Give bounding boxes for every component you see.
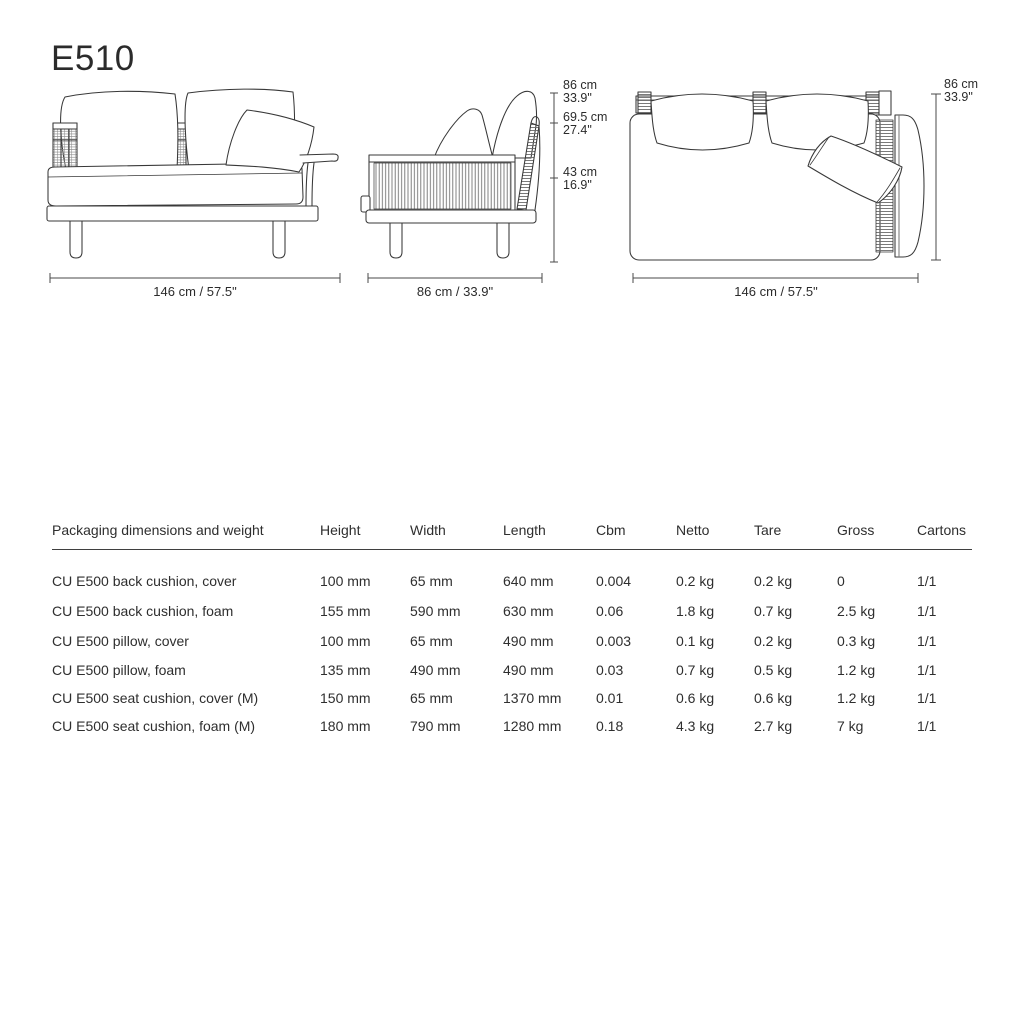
- side-leg-back: [497, 223, 509, 258]
- table-cell: 0.6 kg: [676, 690, 715, 706]
- side-view-drawing: [361, 91, 540, 258]
- seat-cushion: [48, 163, 303, 206]
- table-cell: 1/1: [917, 690, 937, 706]
- table-cell: CU E500 back cushion, cover: [52, 573, 237, 589]
- side-height-dimension: [550, 78, 607, 262]
- column-header: Tare: [754, 522, 782, 538]
- table-cell: 0.3 kg: [837, 633, 876, 649]
- table-cell: 0.1 kg: [676, 633, 715, 649]
- top-view-drawing: [630, 91, 924, 260]
- side-seat-height-in: 16.9": [563, 178, 592, 192]
- table-cell: 0.004: [596, 573, 632, 589]
- table-cell: 0.5 kg: [754, 662, 793, 678]
- table-cell: 0.7 kg: [676, 662, 715, 678]
- table-row: [52, 596, 972, 626]
- table-cell: 1.2 kg: [837, 690, 876, 706]
- top-back-cushion-left: [651, 94, 753, 150]
- top-back-cushion-right: [766, 94, 868, 150]
- top-depth-cm: 86 cm: [944, 78, 979, 91]
- table-cell: CU E500 pillow, foam: [52, 662, 186, 678]
- back-cushion-left: [61, 91, 178, 170]
- side-depth-label: 86 cm / 33.9": [416, 284, 494, 299]
- table-cell: CU E500 back cushion, foam: [52, 603, 234, 619]
- table-cell: 490 mm: [503, 633, 554, 649]
- top-width-label: 146 cm / 57.5": [734, 284, 818, 299]
- table-cell: 155 mm: [320, 603, 371, 619]
- side-back-height-cm: 69.5 cm: [563, 110, 608, 124]
- column-header: Width: [410, 522, 446, 538]
- column-header: Length: [503, 522, 546, 538]
- column-header: Gross: [837, 522, 875, 538]
- table-cell: 180 mm: [320, 718, 371, 734]
- page-title: E510: [51, 39, 135, 78]
- table-cell: 790 mm: [410, 718, 461, 734]
- table-row: [52, 684, 972, 712]
- table-cell: 135 mm: [320, 662, 371, 678]
- table-cell: 630 mm: [503, 603, 554, 619]
- table-cell: 0.6 kg: [754, 690, 793, 706]
- table-cell: 65 mm: [410, 573, 453, 589]
- table-cell: 1.8 kg: [676, 603, 715, 619]
- top-depth-in: 33.9": [944, 90, 973, 104]
- table-cell: 0.2 kg: [754, 633, 793, 649]
- column-header: Netto: [676, 522, 710, 538]
- table-cell: 0.06: [596, 603, 624, 619]
- table-cell: 1370 mm: [503, 690, 562, 706]
- column-header: Packaging dimensions and weight: [52, 522, 264, 538]
- table-cell: CU E500 seat cushion, foam (M): [52, 718, 256, 734]
- table-cell: 1/1: [917, 662, 937, 678]
- table-row: [52, 712, 972, 740]
- table-cell: 65 mm: [410, 690, 453, 706]
- table-body: [52, 550, 972, 740]
- top-armrest-panel: [895, 115, 924, 257]
- table-cell: 0: [837, 573, 845, 589]
- table-row: [52, 656, 972, 684]
- table-cell: CU E500 pillow, cover: [52, 633, 189, 649]
- table-cell: 65 mm: [410, 633, 453, 649]
- side-depth-dimension: [368, 273, 542, 299]
- table-cell: 1/1: [917, 633, 937, 649]
- table-cell: 590 mm: [410, 603, 461, 619]
- technical-drawings: [36, 78, 1014, 302]
- table-cell: 7 kg: [837, 718, 864, 734]
- table-cell: 0.003: [596, 633, 632, 649]
- table-cell: 0.7 kg: [754, 603, 793, 619]
- front-leg-right: [273, 221, 285, 258]
- table-cell: 490 mm: [410, 662, 461, 678]
- table-cell: 100 mm: [320, 633, 371, 649]
- front-width-dimension: [50, 273, 340, 299]
- packaging-table: [52, 522, 972, 740]
- front-leg-left: [70, 221, 82, 258]
- side-total-height-in: 33.9": [563, 91, 592, 105]
- table-cell: 0.2 kg: [754, 573, 793, 589]
- side-front-cushion: [434, 109, 493, 158]
- side-back-height-in: 27.4": [563, 123, 592, 137]
- table-cell: 2.7 kg: [754, 718, 793, 734]
- table-cell: 1280 mm: [503, 718, 562, 734]
- table-cell: 100 mm: [320, 573, 371, 589]
- side-seat-height-cm: 43 cm: [563, 165, 598, 179]
- side-total-height-cm: 86 cm: [563, 78, 598, 92]
- table-cell: 640 mm: [503, 573, 554, 589]
- table-cell: 0.2 kg: [676, 573, 715, 589]
- table-cell: 4.3 kg: [676, 718, 715, 734]
- table-cell: 1/1: [917, 718, 937, 734]
- table-header-row: [52, 522, 972, 550]
- table-cell: 2.5 kg: [837, 603, 876, 619]
- table-cell: 1/1: [917, 573, 937, 589]
- table-row: [52, 566, 972, 596]
- column-header: Height: [320, 522, 361, 538]
- table-cell: 150 mm: [320, 690, 371, 706]
- table-cell: 1/1: [917, 603, 937, 619]
- table-row: [52, 626, 972, 656]
- top-width-dimension: [633, 273, 918, 299]
- side-base-rail: [366, 210, 536, 223]
- table-cell: CU E500 seat cushion, cover (M): [52, 690, 259, 706]
- armrest: [300, 154, 338, 206]
- side-leg-front: [390, 223, 402, 258]
- top-depth-dimension: [931, 78, 978, 260]
- side-frame: [369, 155, 515, 211]
- front-view-drawing: [47, 89, 338, 258]
- column-header: Cartons: [917, 522, 967, 538]
- table-cell: 0.01: [596, 690, 624, 706]
- front-width-label: 146 cm / 57.5": [153, 284, 237, 299]
- table-cell: 0.18: [596, 718, 624, 734]
- table-cell: 1.2 kg: [837, 662, 876, 678]
- base-rail: [47, 206, 318, 221]
- table-cell: 0.03: [596, 662, 624, 678]
- table-cell: 490 mm: [503, 662, 554, 678]
- column-header: Cbm: [596, 522, 626, 538]
